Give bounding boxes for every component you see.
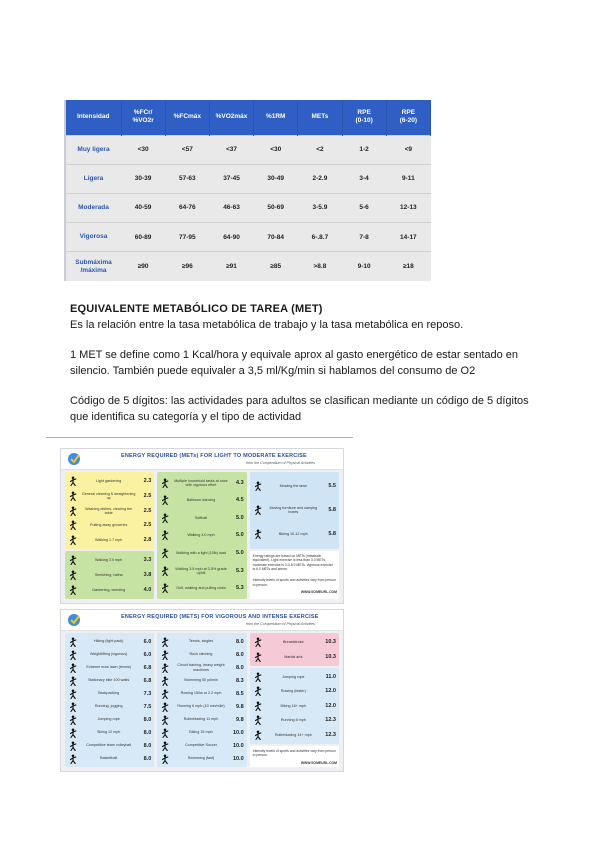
activity-met-value: 8.0 <box>236 664 244 671</box>
poster-title: ENERGY REQUIRED (METs) FOR LIGHT TO MODERATE EXERCISE <box>121 453 307 459</box>
table-cell: 9-11 <box>386 164 430 193</box>
activity-label: Biking 16+ mph <box>280 703 307 708</box>
activity-row <box>68 520 151 531</box>
activity-label: Competitive team volleyball <box>86 743 132 748</box>
activity-met-value: 10.3 <box>325 653 336 660</box>
activity-figure-icon <box>160 702 170 712</box>
activity-figure-icon <box>160 715 170 725</box>
table-cell: <30 <box>121 135 165 164</box>
activity-label: Tennis, singles <box>188 639 214 644</box>
activity-met-value: 10.0 <box>232 742 244 749</box>
activity-label: Rollerblading 11 mph <box>183 717 219 722</box>
table-cell: 40-59 <box>121 193 165 222</box>
poster-header <box>61 449 343 470</box>
activity-met-value: 8.0 <box>143 729 152 736</box>
activity-row <box>253 637 336 648</box>
poster-note-2: Intensity levels of sports and activities vary from person to person. <box>252 577 336 587</box>
activity-figure-icon <box>68 754 78 764</box>
activity-met-value: 3.3 <box>143 557 152 564</box>
activity-figure-icon <box>68 650 78 660</box>
table-cell: 50-69 <box>254 193 298 222</box>
activity-label: Biking 10-12 mph <box>278 532 308 537</box>
poster-note-box <box>250 746 339 767</box>
activity-label: Stationary bike 100 watts <box>88 678 130 683</box>
activity-figure-icon <box>160 676 170 686</box>
activity-met-value: 7.5 <box>143 703 152 710</box>
table-cell: ≥18 <box>386 252 430 281</box>
activity-label: Mowing the lawn <box>279 484 308 489</box>
activity-figure-icon <box>160 548 170 558</box>
col-header: %VO2máx <box>209 100 253 135</box>
activity-met-value: 10.0 <box>232 729 244 736</box>
table-cell: <9 <box>386 135 430 164</box>
activity-row <box>160 740 243 751</box>
activity-figure-icon <box>68 663 78 673</box>
poster-note: Intensity levels of sports and activities vary from person to person. <box>252 748 336 758</box>
table-cell: 30-39 <box>121 164 165 193</box>
activity-figure-icon <box>68 506 78 516</box>
row-label: Vigorosa <box>66 223 121 252</box>
poster-footer: WWW.SOMEURL.COM <box>300 590 337 595</box>
activity-label: Gardening, weeding <box>92 587 126 592</box>
activity-figure-icon <box>160 754 170 764</box>
poster-title: ENERGY REQUIRED (METS) FOR VIGOROUS AND INTENSE EXERCISE <box>121 614 319 620</box>
table-cell: 70-84 <box>254 223 298 252</box>
activity-label: Circuit training, heavy weight machines <box>177 663 225 672</box>
row-label: Muy ligera <box>66 135 121 164</box>
activity-met-value: 2.5 <box>143 492 152 499</box>
activity-label: General cleaning & straightening up <box>81 491 136 500</box>
activity-label: Swimming (fast) <box>187 756 215 761</box>
table-cell: 9-10 <box>342 252 386 281</box>
activity-met-value: 8.0 <box>236 651 244 658</box>
activity-figure-icon <box>160 650 170 660</box>
table-header-row <box>66 100 431 135</box>
activity-met-value: 4.0 <box>143 586 152 593</box>
table-cell: 3-5.9 <box>298 193 342 222</box>
activity-figure-icon <box>68 728 78 738</box>
activity-met-value: 5.0 <box>236 514 244 521</box>
table-cell: <37 <box>209 135 253 164</box>
activity-met-value: 12.3 <box>325 717 336 724</box>
activity-label: Walking 1.7 mph <box>95 537 123 542</box>
activity-met-value: 12.0 <box>325 702 336 709</box>
poster-header <box>61 610 343 631</box>
activity-row <box>68 675 151 686</box>
section-heading: EQUIVALENTE METABÓLICO DE TAREA (MET) <box>70 303 323 315</box>
activity-met-value: 5.8 <box>328 507 336 514</box>
activity-met-value: 6.0 <box>143 638 152 645</box>
table-cell: ≥96 <box>165 252 209 281</box>
activity-met-value: 2.3 <box>143 478 152 485</box>
intense-block <box>250 633 339 666</box>
activity-met-value: 8.0 <box>143 755 152 762</box>
table-row <box>66 193 431 222</box>
activity-met-value: 9.8 <box>236 703 244 710</box>
activity-row <box>253 651 336 662</box>
activity-figure-icon <box>160 741 170 751</box>
activity-label: Basketball <box>100 756 118 761</box>
activity-row <box>68 476 151 487</box>
activity-row <box>160 714 243 725</box>
activity-label: Washing dishes, clearing the table <box>85 506 133 515</box>
activity-row <box>68 570 151 581</box>
moderate-block <box>65 551 154 599</box>
vigorous-block <box>157 633 246 767</box>
table-cell: 6-.8.7 <box>298 223 342 252</box>
intensity-table <box>64 100 431 281</box>
poster-subtitle: from the Compendium of Physical Activities <box>246 622 315 626</box>
activity-figure-icon <box>253 730 263 740</box>
activity-label: Biking 15 mph <box>189 730 213 735</box>
table-cell: <2 <box>298 135 342 164</box>
col-header: %1RM <box>254 100 298 135</box>
activity-row <box>68 688 151 699</box>
activity-met-value: 5.3 <box>236 585 244 592</box>
table-cell: 2-2.9 <box>298 164 342 193</box>
activity-row <box>68 649 151 660</box>
activity-met-value: 8.0 <box>143 742 152 749</box>
logo-icon <box>67 613 83 627</box>
activity-label: Competitive Soccer <box>185 743 217 748</box>
activity-figure-icon <box>68 715 78 725</box>
poster-footer: WWW.SOMEURL.COM <box>300 761 337 765</box>
activity-figure-icon <box>68 555 78 565</box>
row-label: Submáxima /máxima <box>66 252 121 281</box>
activity-figure-icon <box>68 570 78 580</box>
activity-label: Rowing 150w or 2.2 mph <box>180 691 222 696</box>
activity-row <box>160 565 243 576</box>
activity-label: Stretching, hatha <box>94 573 123 578</box>
row-label: Moderada <box>66 193 121 222</box>
activity-figure-icon <box>253 686 263 696</box>
table-row <box>66 223 431 252</box>
col-header: METs <box>298 100 342 135</box>
activity-row <box>160 636 243 647</box>
logo-icon <box>67 452 83 466</box>
activity-figure-icon <box>68 741 78 751</box>
light-block <box>65 472 154 549</box>
activity-row <box>253 671 336 682</box>
activity-label: Putting away groceries <box>90 523 128 528</box>
col-header: %FCr/ %VO2r <box>121 100 165 135</box>
activity-label: Extreme mow lawn (tennis) <box>86 665 131 670</box>
poster-note: Energy ratings are based on METs (metabolic equivalent). Light exercise is less than 3.0 METs, moderate exercise is 3.0-5.9 METs, vigorous exercise is 6.0 METs and above. <box>252 553 334 572</box>
activity-label: Running 6 mph (10 min/mile) <box>177 704 225 709</box>
activity-figure-icon <box>253 672 263 682</box>
activity-met-value: 6.0 <box>143 651 152 658</box>
activity-figure-icon <box>68 676 78 686</box>
activity-figure-icon <box>160 689 170 699</box>
divider <box>46 437 353 438</box>
activity-met-value: 5.0 <box>236 532 244 539</box>
activity-row <box>253 729 336 740</box>
poster-subtitle: from the Compendium of Physical Activities <box>246 461 315 465</box>
table-cell: 77-95 <box>165 223 209 252</box>
table-row <box>66 164 431 193</box>
activity-figure-icon <box>253 505 263 515</box>
activity-row <box>68 727 151 738</box>
activity-label: Rollerblading 14+ mph <box>274 732 312 737</box>
table-cell: 64-76 <box>165 193 209 222</box>
table-cell: ≥91 <box>209 252 253 281</box>
activity-met-value: 8.3 <box>236 677 244 684</box>
activity-met-value: 7.3 <box>143 690 152 697</box>
activity-figure-icon <box>68 689 78 699</box>
table-cell: 57-63 <box>165 164 209 193</box>
activity-row <box>160 495 243 506</box>
paragraph-code: Código de 5 dígitos: las actividades para adultos se clasifican mediante un código de 5 dígitos que identifica su categoría y el tipo de actividad <box>70 395 529 423</box>
moderate-block <box>157 472 246 599</box>
activity-label: Walking 4.0 mph <box>187 533 215 538</box>
activity-label: Running, jogging <box>94 704 123 709</box>
paragraph-definition: Es la relación entre la tasa metabólica de trabajo y la tasa metabólica en reposo. <box>70 318 464 331</box>
activity-met-value: 2.8 <box>143 536 152 543</box>
row-label: Ligera <box>66 164 121 193</box>
table-cell: 5-6 <box>342 193 386 222</box>
poster-light-moderate <box>60 448 344 604</box>
activity-met-value: 10.0 <box>232 755 244 762</box>
activity-row <box>160 583 243 594</box>
activity-row <box>68 701 151 712</box>
activity-label: Jumping rope <box>282 674 305 679</box>
met-text-section <box>70 302 540 425</box>
activity-met-value: 12.0 <box>325 688 336 695</box>
table-cell: 37-45 <box>209 164 253 193</box>
activity-row <box>160 512 243 523</box>
activity-met-value: 4.3 <box>236 479 244 486</box>
table-cell: <30 <box>254 135 298 164</box>
activity-row <box>160 548 243 559</box>
activity-row <box>68 714 151 725</box>
activity-label: Walking 3.0 mph <box>95 558 123 563</box>
table-cell: >8.8 <box>298 252 342 281</box>
table-cell: 30-49 <box>254 164 298 193</box>
table-cell: 3-4 <box>342 164 386 193</box>
activity-row <box>68 584 151 595</box>
activity-met-value: 5.8 <box>328 531 336 538</box>
activity-row <box>68 505 151 516</box>
activity-figure-icon <box>68 491 78 501</box>
activity-row <box>253 505 336 516</box>
activity-met-value: 3.8 <box>143 572 152 579</box>
activity-row <box>160 649 243 660</box>
activity-row <box>68 753 151 764</box>
activity-figure-icon <box>68 476 78 486</box>
activity-figure-icon <box>160 583 170 593</box>
activity-row <box>253 686 336 697</box>
poster-note-box <box>250 551 339 599</box>
paragraph-met: 1 MET se define como 1 Kcal/hora y equivale aprox al gasto energético de estar sentado en silencio. También puede equivaler a 3,5 ml/Kg/min si hablamos del consumo de O2 <box>70 349 519 377</box>
activity-met-value: 11.0 <box>325 673 336 680</box>
activity-row <box>253 700 336 711</box>
table-cell: 60-89 <box>121 223 165 252</box>
activity-met-value: 6.8 <box>143 677 152 684</box>
activity-figure-icon <box>68 702 78 712</box>
activity-row <box>253 481 336 492</box>
table-cell: 1-2 <box>342 135 386 164</box>
table-cell: 14-17 <box>386 223 430 252</box>
activity-label: Jumping rope <box>97 717 120 722</box>
activity-met-value: 2.5 <box>143 522 152 529</box>
activity-figure-icon <box>68 535 78 545</box>
activity-met-value: 12.3 <box>325 731 336 738</box>
activity-row <box>160 688 243 699</box>
activity-met-value: 8.0 <box>143 716 152 723</box>
col-header: RPE (0-10) <box>342 100 386 135</box>
activity-label: Weightlifting (vigorous) <box>89 652 128 657</box>
activity-row <box>68 636 151 647</box>
activity-row <box>253 529 336 540</box>
activity-row <box>68 555 151 566</box>
col-header: RPE (6-20) <box>386 100 430 135</box>
table-cell: 64-90 <box>209 223 253 252</box>
activity-label: Breaststroke <box>282 640 304 645</box>
intense-block <box>250 668 339 744</box>
activity-label: Hiking (light pack) <box>94 639 124 644</box>
activity-row <box>160 727 243 738</box>
activity-met-value: 9.8 <box>236 716 244 723</box>
table-row <box>66 252 431 281</box>
activity-row <box>160 662 243 673</box>
activity-label: Multiple household tasks at once with vigorous effort <box>174 478 228 487</box>
activity-figure-icon <box>160 530 170 540</box>
activity-row <box>160 701 243 712</box>
activity-label: Walking 3.5 mph at 3-5% grade uphill <box>175 566 227 575</box>
activity-figure-icon <box>253 481 263 491</box>
activity-figure-icon <box>160 513 170 523</box>
activity-figure-icon <box>160 566 170 576</box>
activity-row <box>160 675 243 686</box>
activity-figure-icon <box>160 663 170 673</box>
activity-met-value: 5.3 <box>236 567 244 574</box>
activity-figure-icon <box>253 637 263 647</box>
activity-figure-icon <box>160 478 170 488</box>
activity-row <box>160 530 243 541</box>
activity-row <box>68 534 151 545</box>
activity-met-value: 2.5 <box>143 507 152 514</box>
activity-label: Ballroom dancing <box>186 498 216 503</box>
table-cell: ≥85 <box>254 252 298 281</box>
activity-row <box>160 753 243 764</box>
table-cell: 12-13 <box>386 193 430 222</box>
activity-label: Skiing 12 mph <box>96 730 121 735</box>
table-cell: 7-8 <box>342 223 386 252</box>
activity-label: Moving furniture and carrying boxes <box>269 506 318 515</box>
activity-row <box>68 490 151 501</box>
activity-met-value: 6.8 <box>143 664 152 671</box>
activity-label: Rock climbing <box>189 652 213 657</box>
activity-met-value: 5.0 <box>236 550 244 557</box>
activity-figure-icon <box>160 495 170 505</box>
activity-met-value: 8.0 <box>236 638 244 645</box>
activity-figure-icon <box>68 637 78 647</box>
activity-figure-icon <box>253 715 263 725</box>
col-header: Intensidad <box>66 100 121 135</box>
col-header: %FCmáx <box>165 100 209 135</box>
poster-vigorous <box>60 609 344 772</box>
activity-row <box>68 662 151 673</box>
activity-label: Backpacking <box>98 691 120 696</box>
activity-met-value: 10.3 <box>325 639 336 646</box>
table-cell: ≥90 <box>121 252 165 281</box>
activity-met-value: 8.5 <box>236 690 244 697</box>
activity-label: Walking with a light (10lb) load <box>176 551 226 555</box>
activity-figure-icon <box>68 585 78 595</box>
activity-figure-icon <box>160 637 170 647</box>
activity-figure-icon <box>160 728 170 738</box>
activity-met-value: 5.5 <box>328 483 336 490</box>
activity-label: Light gardening <box>95 479 122 484</box>
activity-met-value: 4.5 <box>236 497 244 504</box>
activity-label: Softball <box>194 515 208 520</box>
activity-figure-icon <box>253 701 263 711</box>
activity-figure-icon <box>253 529 263 539</box>
vigorous-block <box>65 633 154 767</box>
table-row <box>66 135 431 164</box>
activity-label: Rowing (faster) <box>280 689 306 694</box>
activity-row <box>68 740 151 751</box>
activity-label: Martial arts <box>284 654 303 659</box>
activity-label: Running 8 mph <box>280 718 306 723</box>
activity-label: Swimming 50 yd/min <box>183 678 218 683</box>
activity-figure-icon <box>68 520 78 530</box>
activity-row <box>160 477 243 488</box>
activity-label: Golf, walking and pulling clubs <box>176 586 226 591</box>
activity-figure-icon <box>253 652 263 662</box>
moderate-block <box>250 472 339 549</box>
activity-row <box>253 715 336 726</box>
table-cell: 46-63 <box>209 193 253 222</box>
table-cell: <57 <box>165 135 209 164</box>
